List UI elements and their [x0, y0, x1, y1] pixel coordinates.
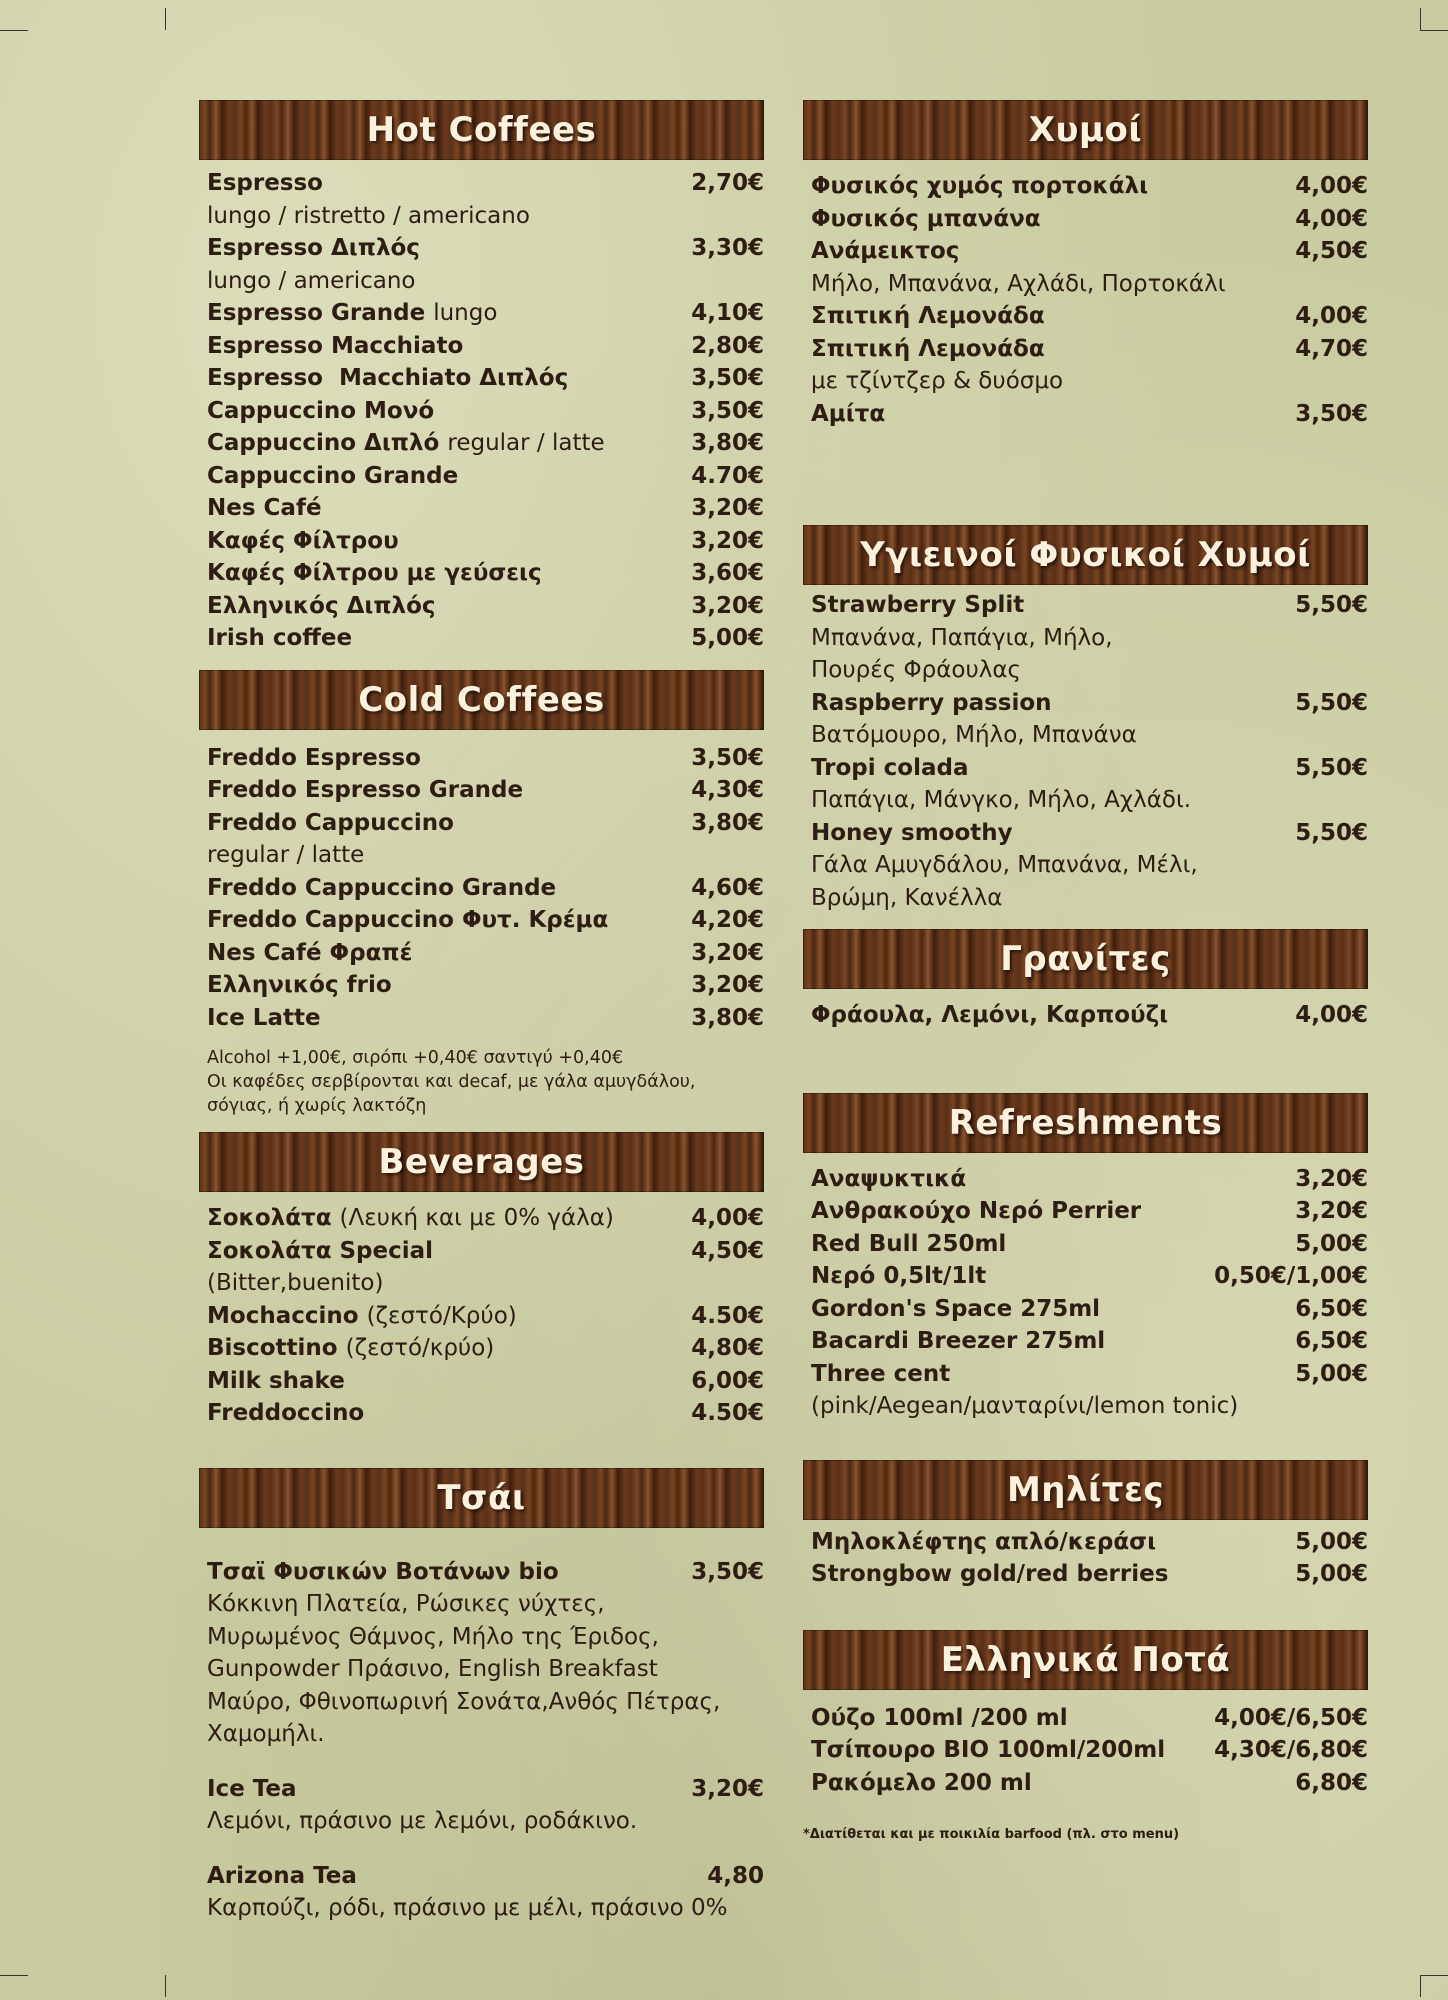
- section-ciders: [803, 1460, 1368, 1591]
- menu-item: Ice Latte 3,80€: [207, 1004, 764, 1031]
- section-beverages: [199, 1132, 764, 1430]
- menu-item: Cappuccino Μονό 3,50€: [207, 397, 764, 424]
- menu-item: Freddoccino 4.50€: [207, 1400, 764, 1426]
- extras-note: Alcohol +1,00€, σιρόπι +0,40€ σαντιγύ +0,40€ Οι καφέδες σερβίρονται και decaf, με γάλα αμυγδάλου, σόγιας, ή χωρίς λακτόζη: [207, 1048, 696, 1116]
- menu-item: Mochaccino (ζεστό/Κρύο) 4.50€: [207, 1302, 764, 1329]
- left-column: [199, 100, 764, 1925]
- crop-mark: [1420, 1975, 1421, 1997]
- menu-item: Biscottino (ζεστό/κρύο) 4,80€: [207, 1335, 764, 1361]
- item-description: με τζίντζερ & δυόσμο: [811, 368, 1064, 394]
- menu-item: Αναψυκτικά 3,20€: [811, 1165, 1368, 1192]
- menu-item: Ice Tea 3,20€: [207, 1775, 764, 1802]
- menu-item: Freddo Cappuccino 3,80€: [207, 809, 764, 836]
- section-banner: [803, 1460, 1368, 1520]
- menu-item: Red Bull 250ml 5,00€: [811, 1230, 1368, 1257]
- menu-item: Freddo Cappuccino Φυτ. Κρέμα 4,20€: [207, 907, 764, 933]
- crop-mark: [1420, 1975, 1448, 1976]
- item-description: Μήλο, Μπανάνα, Αχλάδι, Πορτοκάλι: [811, 270, 1226, 297]
- menu-item: Σοκολάτα Special 4,50€: [207, 1237, 764, 1264]
- item-description: (pink/Aegean/μανταρίνι/lemon tonic): [811, 1393, 1239, 1419]
- menu-item: Bacardi Breezer 275ml 6,50€: [811, 1328, 1368, 1354]
- section-title: Cold Coffees: [358, 679, 605, 720]
- menu-item: Espresso Macchiato 2,80€: [207, 332, 764, 359]
- barfood-footnote: *Διατίθεται και με ποικιλία barfood (πλ. στο menu): [803, 1827, 1180, 1842]
- section-title: Υγιεινοί Φυσικοί Χυμοί: [860, 535, 1311, 575]
- menu-item: Ρακόμελο 200 ml 6,80€: [811, 1769, 1368, 1796]
- crop-mark: [165, 1975, 166, 1997]
- section-title: Τσάι: [437, 1477, 526, 1518]
- menu-item: Three cent 5,00€: [811, 1360, 1368, 1387]
- menu-item: Καφές Φίλτρου 3,20€: [207, 527, 764, 554]
- menu-item: Espresso Macchiato Διπλός 3,50€: [207, 365, 764, 391]
- menu-item: Σπιτική Λεμονάδα 4,70€: [811, 335, 1368, 362]
- section-juices: [803, 100, 1368, 430]
- right-column: [803, 100, 1368, 1842]
- item-description: Μπανάνα, Παπάγια, Μήλο, Πουρές Φράουλας: [811, 624, 1113, 683]
- menu-item: Freddo Cappuccino Grande 4,60€: [207, 874, 764, 901]
- section-greek-drinks: [803, 1630, 1368, 1843]
- menu-item: Ελληνικός Διπλός 3,20€: [207, 592, 764, 619]
- section-banner: [803, 1630, 1368, 1690]
- menu-item: Σοκολάτα (Λευκή και με 0% γάλα) 4,00€: [207, 1205, 764, 1231]
- section-hot-coffees: [199, 100, 764, 655]
- section-banner: [199, 1132, 764, 1192]
- item-description: (Bitter,buenito): [207, 1270, 384, 1296]
- menu-item: Tropi colada 5,50€: [811, 754, 1368, 781]
- menu-item: Μηλοκλέφτης απλό/κεράσι 5,00€: [811, 1528, 1368, 1555]
- item-description: lungo / ristretto / americano: [207, 202, 530, 229]
- section-healthy-juices: [803, 525, 1368, 914]
- menu-item: Milk shake 6,00€: [207, 1367, 764, 1394]
- menu-item: Strongbow gold/red berries 5,00€: [811, 1561, 1368, 1587]
- section-banner: [803, 929, 1368, 989]
- menu-item: Φυσικός μπανάνα 4,00€: [811, 205, 1368, 232]
- menu-item: Strawberry Split 5,50€: [811, 592, 1368, 618]
- menu-item: Nes Café 3,20€: [207, 495, 764, 521]
- item-description: Καρπούζι, ρόδι, πράσινο με μέλι, πράσινο 0%: [207, 1895, 728, 1921]
- crop-mark: [1420, 8, 1421, 30]
- menu-item: Gordon's Space 275ml 6,50€: [811, 1295, 1368, 1322]
- menu-item: Ανθρακούχο Νερό Perrier 3,20€: [811, 1198, 1368, 1224]
- menu-item: Τσαϊ Φυσικών Βοτάνων bio 3,50€: [207, 1558, 764, 1585]
- crop-mark: [165, 8, 166, 30]
- menu-item: Espresso Grande lungo 4,10€: [207, 300, 764, 326]
- menu-item: Νερό 0,5lt/1lt 0,50€/1,00€: [811, 1263, 1368, 1289]
- menu-item: Freddo Espresso Grande 4,30€: [207, 777, 764, 803]
- crop-mark: [1420, 30, 1448, 31]
- item-description: Παπάγια, Μάνγκο, Μήλο, Αχλάδι.: [811, 787, 1192, 813]
- menu-item: Σπιτική Λεμονάδα 4,00€: [811, 303, 1368, 329]
- section-title: Hot Coffees: [366, 110, 597, 150]
- menu-item: Arizona Tea 4,80: [207, 1862, 764, 1889]
- item-description: Βατόμουρο, Μήλο, Μπανάνα: [811, 722, 1137, 748]
- section-title: Μηλίτες: [1006, 1469, 1165, 1510]
- item-description: Λεμόνι, πράσινο με λεμόνι, ροδάκινο.: [207, 1808, 638, 1834]
- menu-item: Irish coffee 5,00€: [207, 625, 764, 651]
- menu-item: Nes Café Φραπέ 3,20€: [207, 939, 764, 966]
- menu-item: Φυσικός χυμός πορτοκάλι 4,00€: [811, 173, 1368, 199]
- menu-item: Honey smoothy 5,50€: [811, 819, 1368, 846]
- menu-item: Ελληνικός frio 3,20€: [207, 972, 764, 998]
- menu-item: Espresso Διπλός 3,30€: [207, 235, 764, 261]
- section-title: Χυμοί: [1028, 110, 1143, 150]
- menu-item: Freddo Espresso 3,50€: [207, 744, 764, 771]
- section-tea: [199, 1468, 764, 1925]
- section-title: Beverages: [378, 1142, 585, 1182]
- menu-item: Αμίτα 3,50€: [811, 400, 1368, 427]
- section-cold-coffees: [199, 670, 764, 1119]
- section-banner: [199, 670, 764, 730]
- crop-mark: [0, 30, 28, 31]
- section-banner: [803, 100, 1368, 160]
- section-banner: [803, 525, 1368, 585]
- section-granites: [803, 929, 1368, 1032]
- menu-item: Cappuccino Grande 4.70€: [207, 462, 764, 489]
- section-banner: [199, 100, 764, 160]
- menu-item: Ανάμεικτος 4,50€: [811, 238, 1368, 264]
- item-description: Κόκκινη Πλατεία, Ρώσικες νύχτες, Μυρωμένος Θάμνος, Μήλο της Έριδος, Gunpowder Πράσινο, English Breakfast Μαύρο, Φθινοπωρινή Σονάτα,Ανθός Πέτρας, Χαμομήλι.: [207, 1591, 721, 1747]
- section-refreshments: [803, 1093, 1368, 1423]
- item-description: Γάλα Αμυγδάλου, Μπανάνα, Μέλι, Βρώμη, Κανέλλα: [811, 852, 1198, 911]
- menu-item: Φράουλα, Λεμόνι, Καρπούζι 4,00€: [811, 1002, 1368, 1028]
- section-banner: [803, 1093, 1368, 1153]
- item-description: lungo / americano: [207, 267, 416, 294]
- menu-item: Καφές Φίλτρου με γεύσεις 3,60€: [207, 560, 764, 586]
- section-title: Refreshments: [948, 1102, 1223, 1143]
- menu-item: Ούζο 100ml /200 ml 4,00€/6,50€: [811, 1704, 1368, 1731]
- menu-item: Espresso 2,70€: [207, 170, 764, 196]
- crop-mark: [0, 1975, 28, 1976]
- section-banner: [199, 1468, 764, 1528]
- menu-item: Cappuccino Διπλό regular / latte 3,80€: [207, 430, 764, 456]
- section-title: Γρανίτες: [1000, 939, 1171, 979]
- section-title: Ελληνικά Ποτά: [940, 1639, 1231, 1680]
- menu-item: Raspberry passion 5,50€: [811, 689, 1368, 716]
- item-description: regular / latte: [207, 842, 365, 868]
- menu-item: Τσίπουρο BIO 100ml/200ml 4,30€/6,80€: [811, 1737, 1368, 1763]
